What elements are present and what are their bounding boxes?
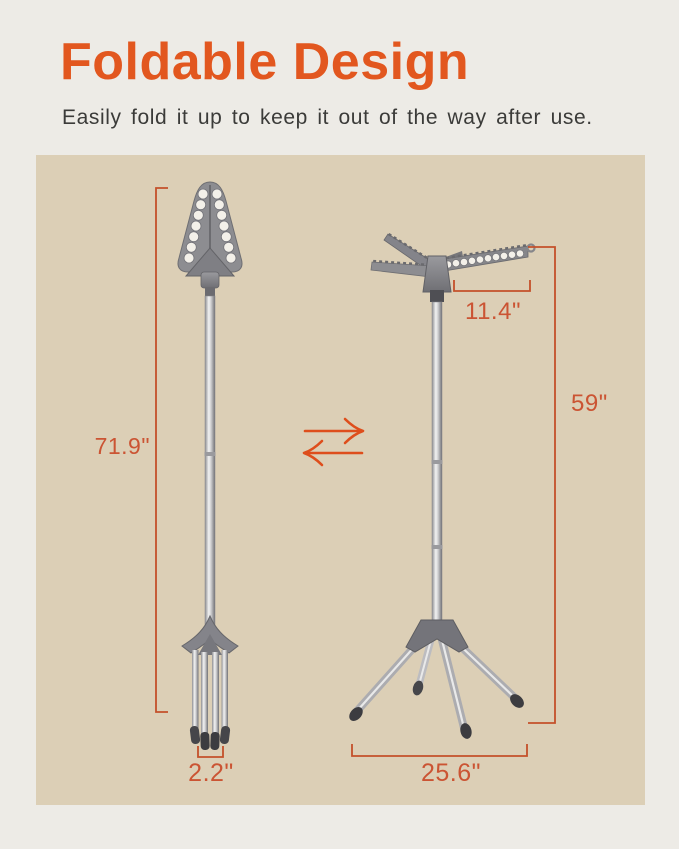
arm-tip-curl (528, 245, 535, 252)
folded-legs (192, 650, 228, 736)
folded-height-label: 71.9" (94, 433, 150, 459)
unfolded-height-label: 59" (571, 390, 608, 417)
tripod-hub (406, 620, 468, 652)
arm-length-dimension-line (454, 280, 530, 291)
folded-leg-feet (189, 726, 230, 751)
folded-pole (205, 296, 215, 626)
fold-unfold-arrows-icon (304, 419, 363, 465)
folded-width-label: 2.2" (188, 759, 234, 787)
unfolded-arm-length-label: 11.4" (465, 298, 521, 325)
page-title: Foldable Design (60, 33, 470, 91)
top-hub (423, 256, 451, 292)
unfolded-base-width-label: 25.6" (420, 759, 482, 787)
base-width-dimension-line (352, 744, 527, 756)
folded-rack (178, 182, 242, 750)
tripod-legs (347, 636, 527, 740)
folded-height-dimension-line (156, 188, 168, 712)
page-subtitle: Easily fold it up to keep it out of the way after use. (62, 106, 593, 129)
